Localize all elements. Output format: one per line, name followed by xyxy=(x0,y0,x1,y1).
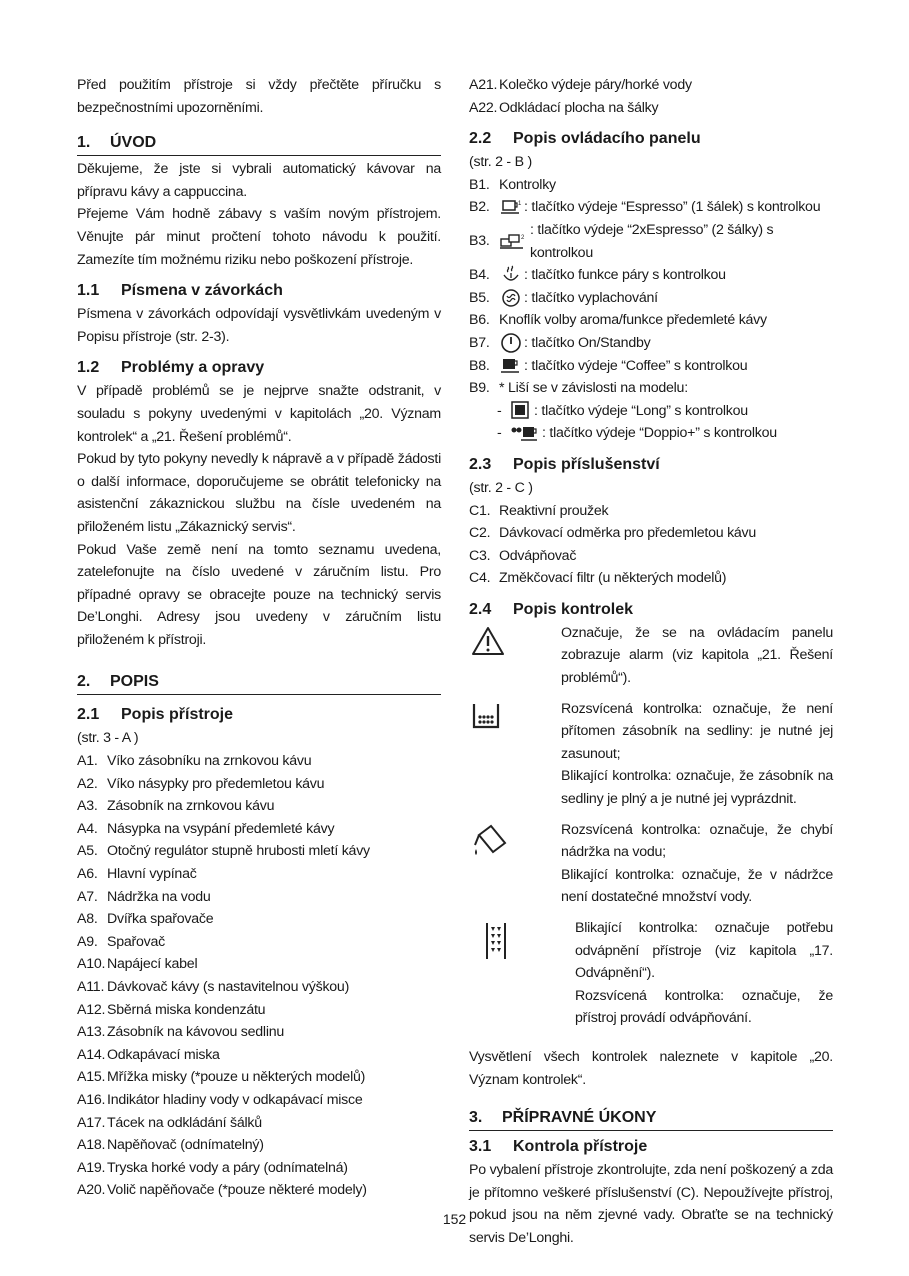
section-number: 2.2 xyxy=(469,130,492,148)
item-code: A1. xyxy=(77,753,98,770)
page-reference: (str. 2 - C ) xyxy=(469,479,533,496)
indicator-grounds-container xyxy=(469,698,833,811)
item-text: Dávkovač kávy (s nastavitelnou výškou) xyxy=(107,979,350,995)
indicator-text: Blikající kontrolka: označuje, že v nádržce není dostatečné množství vody. xyxy=(561,866,833,906)
indicator-text: Rozsvícená kontrolka: označuje, že není přítomen zásobník na sedliny: je nutné jej zasunout; xyxy=(561,700,833,762)
item-text: : tlačítko výdeje “Doppio+” s kontrolkou xyxy=(542,425,777,442)
item-code: A16. xyxy=(77,1091,106,1108)
section-number: 2.3 xyxy=(469,455,492,473)
svg-text:1: 1 xyxy=(518,200,522,207)
right-column xyxy=(469,74,833,1250)
section-title: Popis příslušenství xyxy=(513,455,660,473)
item-code: A20. xyxy=(77,1182,106,1199)
coffee-cup-icon xyxy=(499,355,523,377)
item-text: * Liší se v závislosti na modelu: xyxy=(499,380,688,397)
list-item xyxy=(469,97,833,120)
page-reference: (str. 3 - A ) xyxy=(77,730,139,747)
list-item xyxy=(77,908,441,931)
item-code: A7. xyxy=(77,888,98,905)
descaling-icon xyxy=(485,921,507,961)
item-code: C3. xyxy=(469,547,491,564)
list-item xyxy=(77,999,441,1022)
item-code: B1. xyxy=(469,176,490,193)
section-title: Popis přístroje xyxy=(121,706,234,724)
list-item xyxy=(77,1179,441,1202)
dash: - xyxy=(497,402,502,419)
item-text: Kontrolky xyxy=(499,176,556,193)
section-title: Kontrola přístroje xyxy=(513,1138,648,1156)
item-code: B4. xyxy=(469,267,490,284)
list-item xyxy=(77,1134,441,1157)
list-item xyxy=(77,818,441,841)
water-tank-icon xyxy=(471,823,511,857)
item-text: : tlačítko výdeje “2xEspresso” (2 šálky) s kontrolkou xyxy=(530,221,774,261)
item-text: Dávkovací odměrka pro předemletou kávu xyxy=(499,525,757,542)
item-code: A6. xyxy=(77,866,98,883)
item-text: : tlačítko On/Standby xyxy=(524,334,651,351)
section-number: 3.1 xyxy=(469,1138,492,1156)
item-code: A13. xyxy=(77,1024,106,1041)
item-code: A4. xyxy=(77,820,98,837)
power-icon xyxy=(499,332,523,354)
section-number: 3. xyxy=(469,1109,483,1127)
list-item xyxy=(77,773,441,796)
list-item xyxy=(77,886,441,909)
item-text: Volič napěňovače (*pouze některé modely) xyxy=(107,1182,367,1199)
item-code: B7. xyxy=(469,334,490,351)
item-code: A12. xyxy=(77,1001,106,1018)
section-number: 1.2 xyxy=(77,359,100,377)
item-text: Spařovač xyxy=(107,933,165,950)
espresso-cup-icon xyxy=(499,197,523,219)
item-text: Odkládací plocha na šálky xyxy=(499,99,659,116)
section-1-1-heading xyxy=(77,280,441,302)
section-2-4-heading xyxy=(469,599,833,621)
item-code: A9. xyxy=(77,933,98,950)
list-item xyxy=(469,309,833,332)
list-item xyxy=(77,953,441,976)
paragraph: V případě problémů se je nejprve snažte odstranit, v souladu s pokyny uvedenými v kapitolách „20. Význam kontrolek“ a „21. Řešení problémů“. xyxy=(77,383,441,445)
indicator-water-tank xyxy=(469,819,833,909)
item-code: B2. xyxy=(469,199,490,216)
grounds-container-icon xyxy=(471,702,501,730)
indicator-text: Rozsvícená kontrolka: označuje, že přístroj provádí odvápňování. xyxy=(575,987,833,1027)
item-text: Tryska horké vody a páry (odnímatelná) xyxy=(107,1159,348,1176)
item-text: : tlačítko výdeje “Coffee” s kontrolkou xyxy=(524,357,748,374)
item-text: Víko zásobníku na zrnkovou kávu xyxy=(107,753,312,770)
list-item xyxy=(469,174,833,197)
page-number: 152 xyxy=(442,1211,467,1227)
accessories-list xyxy=(469,500,833,590)
rinse-icon xyxy=(499,287,523,309)
indicator-alarm xyxy=(469,622,833,690)
item-code: A15. xyxy=(77,1069,106,1086)
section-number: 1. xyxy=(77,134,91,152)
item-code: B8. xyxy=(469,357,490,374)
indicator-text: Blikající kontrolka: označuje potřebu odvápnění přístroje (viz kapitola „17. Odvápnění“). xyxy=(575,920,833,982)
appliance-parts-list xyxy=(77,750,441,1202)
paragraph: Děkujeme, že jste si vybrali automatický kávovar na přípravu kávy a cappuccina. xyxy=(77,161,441,200)
list-item xyxy=(469,377,833,400)
long-coffee-icon xyxy=(509,400,533,422)
section-title: PŘÍPRAVNÉ ÚKONY xyxy=(502,1109,657,1127)
item-text: : tlačítko vyplachování xyxy=(524,289,658,306)
list-item xyxy=(77,1089,441,1112)
list-item xyxy=(77,931,441,954)
item-text: Napěňovač (odnímatelný) xyxy=(107,1137,264,1154)
item-text: : tlačítko výdeje “Espresso” (1 šálek) s kontrolkou xyxy=(524,199,821,216)
item-text: Reaktivní proužek xyxy=(499,502,609,519)
item-text: Nádržka na vodu xyxy=(107,888,211,905)
item-code: A3. xyxy=(77,798,98,815)
list-item xyxy=(469,287,833,310)
item-code: C1. xyxy=(469,502,491,519)
paragraph: Pokud Vaše země není na tomto seznamu uvedena, zatelefonujte na číslo uvedené v záručním listu. Pro případné opravy se obracejte pouze na technický servis De’Longhi. Adresy jsou uvedeny v záručním listu přiloženém k přístroji. xyxy=(77,541,441,648)
list-item xyxy=(77,840,441,863)
list-item xyxy=(77,1112,441,1135)
section-1-2-heading xyxy=(77,357,441,379)
section-2-heading xyxy=(77,671,441,695)
appliance-parts-list-continued xyxy=(469,74,833,119)
indicator-text: Označuje, že se na ovládacím panelu zobrazuje alarm (viz kapitola „21. Řešení problémů“). xyxy=(561,624,833,687)
section-1-heading xyxy=(77,132,441,156)
list-item xyxy=(77,976,441,999)
item-text: Změkčovací filtr (u některých modelů) xyxy=(499,570,727,587)
item-code: B5. xyxy=(469,289,490,306)
item-text: Násypka na vsypání předemleté kávy xyxy=(107,820,335,837)
list-item xyxy=(469,196,833,219)
list-item xyxy=(469,332,833,355)
list-item xyxy=(469,522,833,545)
sub-list-item xyxy=(469,422,833,445)
item-text: Otočný regulátor stupně hrubosti mletí kávy xyxy=(107,843,370,860)
list-item xyxy=(469,567,833,590)
item-code: A8. xyxy=(77,911,98,928)
item-code: A14. xyxy=(77,1046,106,1063)
section-3-heading xyxy=(469,1107,833,1131)
list-item xyxy=(469,264,833,287)
list-item xyxy=(77,1066,441,1089)
item-text: Mřížka misky (*pouze u některých modelů) xyxy=(107,1069,366,1086)
list-item xyxy=(77,795,441,818)
list-item xyxy=(469,74,833,97)
indicator-descaling xyxy=(469,917,833,1030)
item-text: Zásobník na zrnkovou kávu xyxy=(107,798,275,815)
svg-text:2: 2 xyxy=(521,234,525,241)
section-title: POPIS xyxy=(110,673,159,691)
item-code: B3. xyxy=(469,233,490,250)
double-espresso-icon xyxy=(499,231,529,253)
item-code: A21. xyxy=(469,77,498,93)
item-code: B6. xyxy=(469,312,490,329)
doppio-plus-icon xyxy=(509,423,541,445)
item-text: Napájecí kabel xyxy=(107,956,198,973)
item-code: B9. xyxy=(469,380,490,397)
item-text: Odkapávací miska xyxy=(107,1046,220,1063)
item-code: A22. xyxy=(469,99,498,116)
section-title: Popis ovládacího panelu xyxy=(513,130,701,148)
item-text: Sběrná miska kondenzátu xyxy=(107,1001,266,1018)
item-code: A2. xyxy=(77,775,98,792)
list-item xyxy=(77,863,441,886)
paragraph: Písmena v závorkách odpovídají vysvětlivkám uvedeným v Popisu přístroje (str. 2-3). xyxy=(77,306,441,345)
item-text: Hlavní vypínač xyxy=(107,866,197,883)
list-item xyxy=(469,355,833,378)
item-text: Víko násypky pro předemletou kávu xyxy=(107,775,325,792)
section-number: 1.1 xyxy=(77,282,100,300)
list-item xyxy=(77,1044,441,1067)
item-code: A17. xyxy=(77,1114,106,1131)
indicator-text: Rozsvícená kontrolka: označuje, že chybí nádržka na vodu; xyxy=(561,821,833,861)
dash: - xyxy=(497,425,502,442)
item-code: A5. xyxy=(77,843,98,860)
indicators-footer-note: Vysvětlení všech kontrolek naleznete v kapitole „20. Význam kontrolek“. xyxy=(469,1048,833,1088)
list-item xyxy=(469,500,833,523)
item-text: : tlačítko výdeje “Long” s kontrolkou xyxy=(534,402,748,419)
steam-icon xyxy=(499,264,523,286)
item-text: Indikátor hladiny vody v odkapávací misce xyxy=(107,1091,363,1108)
section-title: ÚVOD xyxy=(110,134,157,152)
section-3-1-heading xyxy=(469,1136,833,1158)
sub-list-item xyxy=(469,400,833,423)
list-item xyxy=(77,1021,441,1044)
item-code: C4. xyxy=(469,570,491,587)
section-2-1-heading xyxy=(77,704,441,726)
paragraph: Přejeme Vám hodně zábavy s vaším novým přístrojem. Věnujte pár minut pročtení tohoto návodu k použití. Zamezíte tím možnému riziku nebo poškození přístroje. xyxy=(77,206,441,268)
list-item xyxy=(469,545,833,568)
item-text: Zásobník na kávovou sedlinu xyxy=(107,1024,285,1041)
section-number: 2. xyxy=(77,673,91,691)
list-item xyxy=(469,219,833,264)
section-2-2-heading xyxy=(469,128,833,150)
section-number: 2.1 xyxy=(77,706,100,724)
paragraph: Pokud by tyto pokyny nevedly k nápravě a v případě žádosti o další informace, doporučujeme se obrátit telefonicky na asistenční zákaznickou službu na čísle uvedeném na přiloženém listu „Zákaznický servis“. xyxy=(77,451,441,535)
item-code: A10. xyxy=(77,956,106,973)
item-code: A11. xyxy=(77,979,105,995)
left-column xyxy=(77,74,441,1202)
intro-text: Před použitím přístroje si vždy přečtěte příručku s bezpečnostními upozorněními. xyxy=(77,77,441,116)
item-code: A19. xyxy=(77,1159,106,1176)
item-text: Dvířka spařovače xyxy=(107,911,214,928)
indicator-text: Blikající kontrolka: označuje, že zásobník na sedliny je plný a je nutné jej vyprázdnit. xyxy=(561,768,833,808)
list-item xyxy=(77,750,441,773)
list-item xyxy=(77,1157,441,1180)
alarm-warning-icon xyxy=(471,626,505,656)
section-2-3-heading xyxy=(469,454,833,476)
section-title: Písmena v závorkách xyxy=(121,282,283,300)
item-text: : tlačítko funkce páry s kontrolkou xyxy=(524,267,726,284)
paragraph: Po vybalení přístroje zkontrolujte, zda není poškozený a zda je přítomno veškeré příslušenství (C). Nepoužívejte přístroj, pokud jsou na něm zjevné vady. Obraťte se na technický servis De’Longhi. xyxy=(469,1162,833,1246)
item-text: Kolečko výdeje páry/horké vody xyxy=(499,77,692,93)
section-title: Popis kontrolek xyxy=(513,600,634,618)
item-code: C2. xyxy=(469,525,491,542)
page-reference: (str. 2 - B ) xyxy=(469,154,532,171)
item-text: Knoflík volby aroma/funkce předemleté kávy xyxy=(499,312,767,329)
section-number: 2.4 xyxy=(469,600,492,618)
item-text: Tácek na odkládání šálků xyxy=(107,1114,262,1131)
item-text: Odvápňovač xyxy=(499,547,577,564)
section-title: Problémy a opravy xyxy=(121,359,265,377)
item-code: A18. xyxy=(77,1137,106,1154)
